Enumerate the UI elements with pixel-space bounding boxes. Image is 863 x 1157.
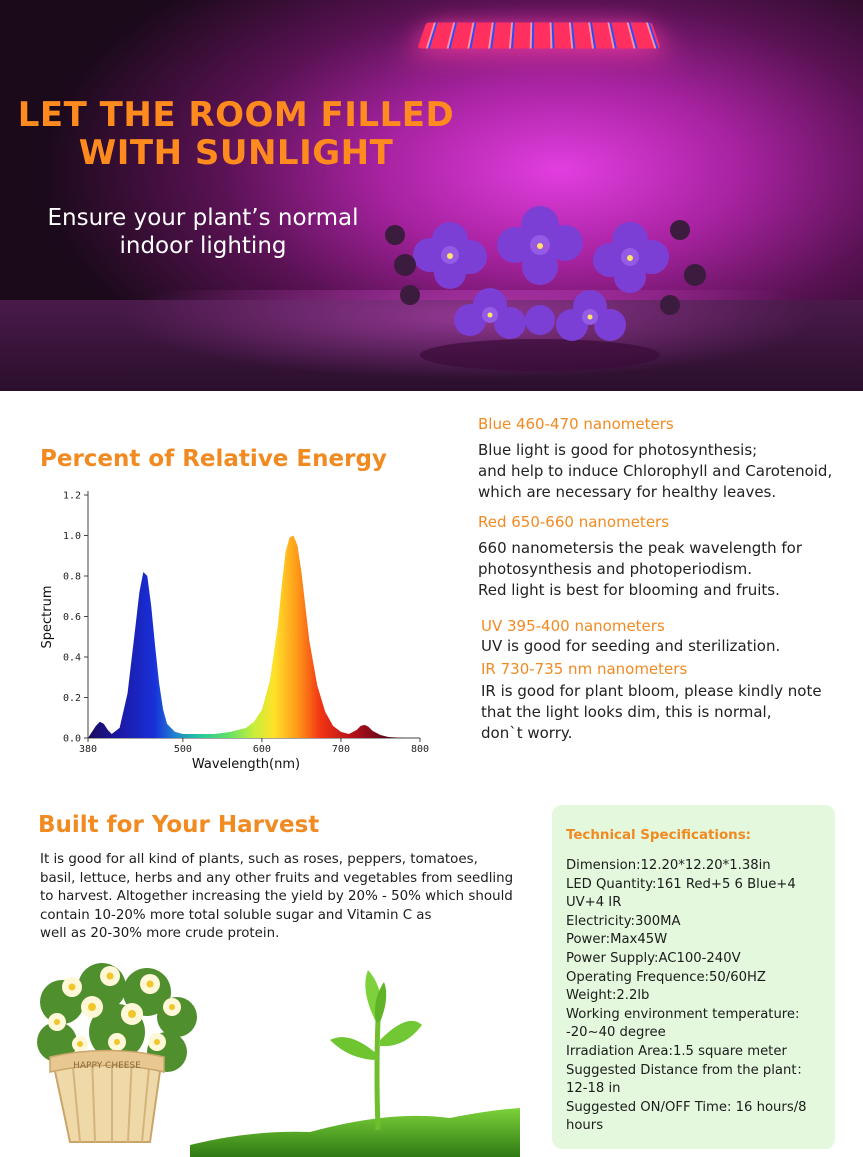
y-tick-label: 0.0 bbox=[62, 733, 81, 745]
y-tick-label: 0.4 bbox=[62, 652, 81, 664]
spec-item: Suggested ON/OFF Time: 16 hours/8 hours bbox=[566, 1099, 807, 1134]
hero-title-line1: LET THE ROOM FILLED bbox=[17, 95, 455, 135]
red-band-block bbox=[478, 512, 802, 601]
flower-pot-image bbox=[32, 962, 202, 1152]
ir-band-text: IR is good for plant bloom, please kindly note that the light looks dim, this is normal, don`t worry. bbox=[481, 682, 822, 742]
hero-banner bbox=[0, 0, 863, 391]
spectrum-area bbox=[88, 536, 420, 739]
spec-list bbox=[566, 857, 835, 1136]
blue-band-heading: Blue 460-470 nanometers bbox=[478, 415, 674, 433]
hero-title bbox=[0, 96, 472, 172]
spec-item: Power:Max45W bbox=[566, 932, 668, 948]
energy-title: Percent of Relative Energy bbox=[40, 446, 387, 472]
uv-band-text: UV is good for seeding and sterilization. bbox=[481, 637, 781, 655]
chart-y-axis-label: Spectrum bbox=[40, 585, 55, 649]
ir-band-heading: IR 730-735 nm nanometers bbox=[481, 660, 688, 678]
x-tick-label: 700 bbox=[331, 744, 350, 755]
spec-item: Dimension:12.20*12.20*1.38in bbox=[566, 858, 771, 873]
spec-item: Working environment temperature: -20~40 degree bbox=[566, 1006, 800, 1041]
red-band-text: 660 nanometersis the peak wavelength for photosynthesis and photoperiodism. Red light is best for blooming and fruits. bbox=[478, 539, 803, 599]
hero-subtitle bbox=[0, 204, 406, 260]
blue-band-text: Blue light is good for photosynthesis; and help to induce Chlorophyll and Carotenoid, which are necessary for healthy leaves. bbox=[478, 441, 833, 501]
spec-item: Electricity:300MA bbox=[566, 913, 681, 929]
sprout-image bbox=[190, 960, 520, 1157]
y-tick-label: 1.0 bbox=[62, 531, 81, 542]
x-tick-label: 800 bbox=[410, 744, 430, 755]
spectrum-chart bbox=[30, 482, 450, 782]
spec-item: Irradiation Area:1.5 square meter bbox=[566, 1043, 787, 1059]
harvest-description: It is good for all kind of plants, such as roses, peppers, tomatoes, basil, lettuce, herbs and any other fruits and vegetables from seedling to harvest. Altogether increasing the yield by 20% - 50% which should contain 10-20% more total soluble sugar and Vitamin C as well as 20-30% more crude protein. bbox=[40, 852, 514, 942]
hero-subtitle-line2: indoor lighting bbox=[119, 233, 287, 259]
y-tick-label: 1.2 bbox=[62, 490, 81, 502]
y-tick-label: 0.8 bbox=[62, 571, 81, 583]
blue-band-block bbox=[478, 414, 832, 503]
uv-band-block bbox=[481, 616, 780, 657]
spec-item: Suggested Distance from the plant：12-18 in bbox=[566, 1062, 810, 1097]
harvest-title: Built for Your Harvest bbox=[38, 812, 320, 838]
x-tick-label: 380 bbox=[78, 744, 98, 755]
spec-card-title: Technical Specifications: bbox=[566, 828, 752, 843]
uv-band-heading: UV 395-400 nanometers bbox=[481, 617, 665, 635]
x-tick-label: 500 bbox=[173, 744, 192, 755]
spec-item: Weight:2.2lb bbox=[566, 988, 650, 1004]
hero-title-line2: WITH SUNLIGHT bbox=[78, 133, 394, 173]
chart-x-axis-label: Wavelength(nm) bbox=[191, 757, 301, 772]
ir-band-block bbox=[481, 659, 822, 744]
x-tick-label: 600 bbox=[252, 744, 271, 755]
y-tick-label: 0.6 bbox=[62, 612, 81, 623]
spec-item: Operating Frequence:50/60HZ bbox=[566, 969, 766, 985]
technical-specifications-card bbox=[552, 805, 835, 1149]
spec-item: LED Quantity:161 Red+5 6 Blue+4 UV+4 IR bbox=[566, 876, 796, 911]
hero-subtitle-line1: Ensure your plant’s normal bbox=[47, 205, 359, 231]
grow-lamp-image bbox=[417, 22, 660, 48]
y-tick-label: 0.2 bbox=[62, 693, 81, 704]
spec-item: Power Supply:AC100-240V bbox=[566, 950, 741, 966]
pot-label: HAPPY CHEESE bbox=[73, 1061, 141, 1071]
red-band-heading: Red 650-660 nanometers bbox=[478, 513, 670, 531]
